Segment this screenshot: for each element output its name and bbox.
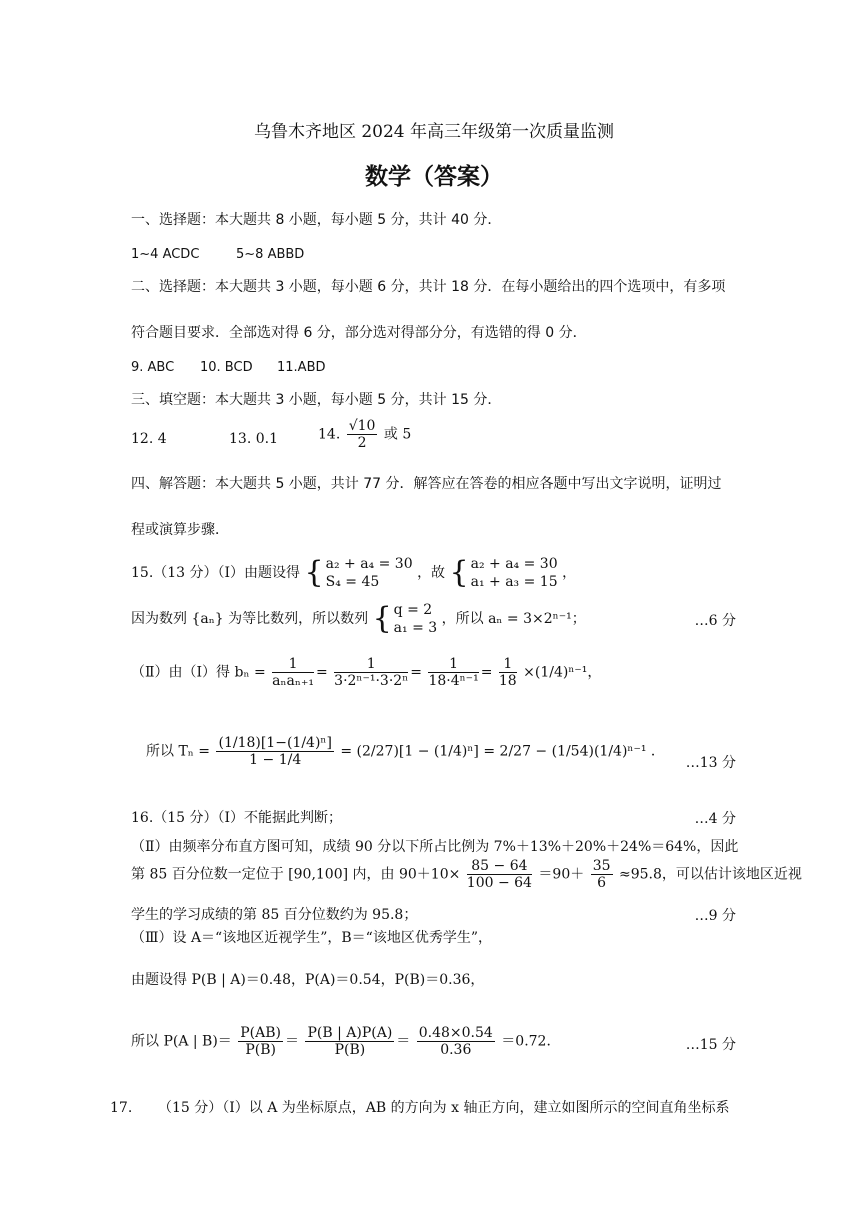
section3-heading: 三、填空题：本大题共 3 小题，每小题 5 分，共计 15 分． (131, 392, 502, 408)
q16-line5: （Ⅲ）设 A＝“该地区近视学生”，B＝“该地区优秀学生”， (131, 930, 492, 946)
answers-1-4: 1~4 ACDC (131, 247, 200, 262)
q15-line4: 所以 Tₙ = $\frac{\text{(1/18)[1−(1/4)ⁿ]}}{1 - 1/4}$ = (2/27)[1 − (1/4)ⁿ] = 2/27 − (1/54)(1/4)ⁿ⁻¹ ． (146, 735, 665, 768)
answer-14-fraction: $\frac{√10}{2}$ (348, 418, 376, 451)
q16-line3: 第 85 百分位数一定位于 [90,100] 内，由 90＋10× $\frac{85 - 64}{100 - 64}$ ＝90＋ $\frac{35}{6}$ ≈95.8，可以估计该地区近视 (131, 858, 802, 891)
section2-heading-line1: 二、选择题：本大题共 3 小题，每小题 6 分，共计 18 分．在每小题给出的四个选项中，有多项 (131, 279, 726, 295)
answer-11: 11.ABD (277, 360, 326, 375)
q15-system-1: a₂ + a₄ = 30 S₄ = 45 (325, 556, 413, 590)
q16-score-1: …4 分 (694, 811, 736, 827)
answer-14-label: 14. (318, 426, 341, 443)
section4-heading-line1: 四、解答题：本大题共 5 小题，共计 77 分．解答应在答卷的相应各题中写出文字说明，证明过 (131, 476, 722, 492)
answer-14 (318, 418, 411, 451)
q16-line7: 所以 P(A | B)＝ $\frac{P(AB)}{P(B)}$ ＝ $\frac{P(B | A)P(A)}{P(B)}$ ＝ $\frac{0.48\times 0.54}{0.36}$ ＝0.72． (131, 1025, 561, 1058)
exam-title: 乌鲁木齐地区 2024 年高三年级第一次质量监测 (253, 122, 615, 142)
section4-heading-line2: 程或演算步骤． (131, 522, 229, 538)
answer-9: 9. ABC (131, 360, 175, 375)
subject-title: 数学（答案） (365, 164, 503, 190)
q16-line2: （Ⅱ）由频率分布直方图可知，成绩 90 分以下所占比例为 7%＋13%＋20%＋24%＝64%，因此 (131, 839, 739, 855)
q16-score-2: …9 分 (694, 908, 736, 924)
section2-heading-line2: 符合题目要求．全部选对得 6 分，部分选对得部分分，有选错的得 0 分． (131, 325, 587, 341)
q16-line4: 学生的学习成绩的第 85 百分位数约为 95.8； (131, 907, 418, 923)
answer-14-tail: 或 5 (383, 426, 412, 443)
q15-score-2: …13 分 (685, 755, 736, 771)
answers-5-8: 5~8 ABBD (236, 247, 305, 262)
q16-line1: 16.（15 分）（Ⅰ）不能据此判断； (131, 810, 343, 826)
answer-13: 13. 0.1 (229, 431, 278, 447)
answer-10: 10. BCD (200, 360, 253, 375)
q17-line1: （15 分）（Ⅰ）以 A 为坐标原点，AB 的方向为 x 轴正方向，建立如图所示的空间直角坐标系 (158, 1100, 730, 1116)
q15-line2: 因为数列 {aₙ} 为等比数列，所以数列 { q = 2 a₁ = 3 ，所以 aₙ = 3×2ⁿ⁻¹； (131, 601, 586, 636)
q16-score-3: …15 分 (685, 1037, 736, 1053)
q16-line6: 由题设得 P(B | A)＝0.48，P(A)＝0.54，P(B)＝0.36， (131, 972, 485, 988)
q15-system-3: q = 2 a₁ = 3 (393, 602, 438, 636)
q15-line3: （Ⅱ）由（Ⅰ）得 bₙ = $\frac{1}{\text{aₙaₙ₊₁}}$ = $\frac{1}{\text{3·2ⁿ⁻¹·3·2ⁿ}}$ = $\frac{1}{\text{18·4ⁿ⁻¹}}$ = $\frac{1}{18}$ ×(1/4)ⁿ⁻¹， (131, 656, 602, 689)
section1-heading: 一、选择题：本大题共 8 小题，每小题 5 分，共计 40 分． (131, 212, 502, 228)
q15-score-1: …6 分 (694, 613, 736, 629)
q15-system-2: a₂ + a₄ = 30 a₁ + a₃ = 15 (470, 556, 558, 590)
q15-line1: 15.（13 分）（Ⅰ）由题设得 { a₂ + a₄ = 30 S₄ = 45 ，故 { a₂ + a₄ = 30 a₁ + a₃ = 15 ， (131, 555, 577, 590)
q15-tn-fraction: $\frac{\text{(1/18)[1−(1/4)ⁿ]}}{1 - 1/4}$ (218, 735, 332, 768)
q17-number: 17. (110, 1100, 133, 1116)
answer-12: 12. 4 (131, 431, 167, 447)
